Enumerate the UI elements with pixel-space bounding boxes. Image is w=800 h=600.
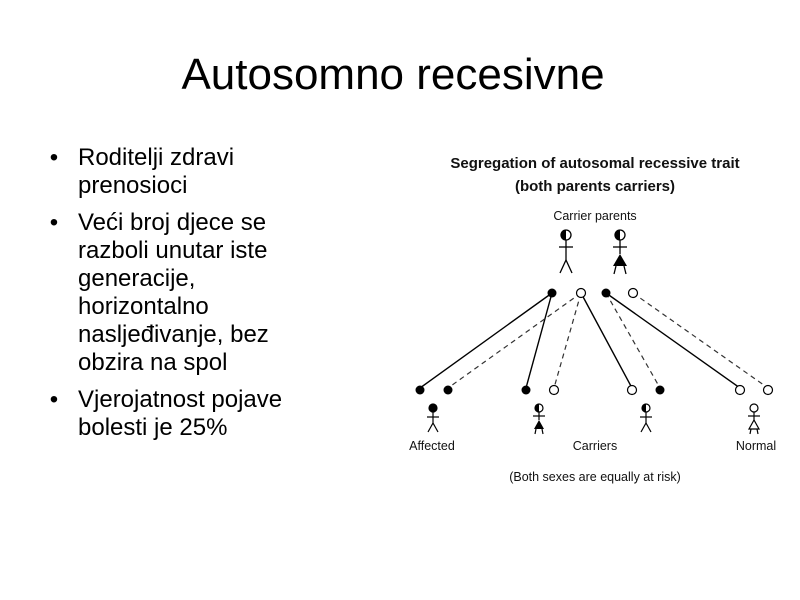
- carrier-parents-label: Carrier parents: [553, 209, 637, 223]
- offspring-allele-dot: [416, 386, 425, 395]
- bullet-list: [44, 144, 374, 451]
- bullet-line: Vjerojatnost pojave: [78, 386, 283, 413]
- bullet-line: Roditelji zdravi: [78, 144, 235, 171]
- pedigree-figure: [400, 140, 800, 500]
- gamete-recessive-dot: [602, 289, 611, 298]
- offspring-allele-dot: [628, 386, 637, 395]
- figure-title-line1: Segregation of autosomal recessive trait: [450, 155, 740, 172]
- bullet-line: bolesti je 25%: [78, 414, 228, 441]
- bullet-line: obzira na spol: [78, 349, 228, 376]
- carriers-label: Carriers: [572, 439, 618, 453]
- bullet-item: [44, 386, 374, 442]
- bullet-dot-icon: •: [49, 209, 59, 236]
- offspring-allele-dot: [444, 386, 453, 395]
- normal-child-icon: [748, 404, 760, 434]
- carrier-father-icon: [559, 230, 573, 273]
- bullet-item: [44, 209, 374, 377]
- offspring-allele-dot: [550, 386, 559, 395]
- carrier-mother-icon: [613, 230, 627, 274]
- bullet-line: nasljeđivanje, bez: [78, 321, 269, 348]
- offspring-allele-dot: [522, 386, 531, 395]
- bullet-line: prenosioci: [78, 172, 188, 199]
- carrier-child-icon: [533, 404, 545, 434]
- bullet-line: generacije,: [78, 265, 196, 292]
- affected-child-icon: [427, 404, 439, 432]
- gamete-normal-dot: [577, 289, 586, 298]
- bullet-dot-icon: •: [49, 386, 59, 413]
- slide-title: Autosomno recesivne: [181, 50, 605, 99]
- bullet-line: Veći broj djece se: [78, 209, 267, 236]
- offspring-allele-dot: [656, 386, 665, 395]
- pedigree-diagram: [400, 140, 800, 500]
- figure-note: (Both sexes are equally at risk): [509, 470, 681, 484]
- bullet-dot-icon: •: [49, 144, 59, 171]
- affected-label: Affected: [409, 439, 455, 453]
- offspring-allele-dot: [764, 386, 773, 395]
- offspring-allele-dot: [736, 386, 745, 395]
- gamete-normal-dot: [629, 289, 638, 298]
- bullet-line: razboli unutar iste: [78, 237, 268, 264]
- carrier-child-icon: [640, 404, 652, 432]
- bullet-line: horizontalno: [78, 293, 209, 320]
- gamete-recessive-dot: [548, 289, 557, 298]
- normal-label: Normal: [735, 439, 777, 453]
- figure-title-line2: (both parents carriers): [514, 178, 676, 195]
- bullet-item: [44, 144, 374, 200]
